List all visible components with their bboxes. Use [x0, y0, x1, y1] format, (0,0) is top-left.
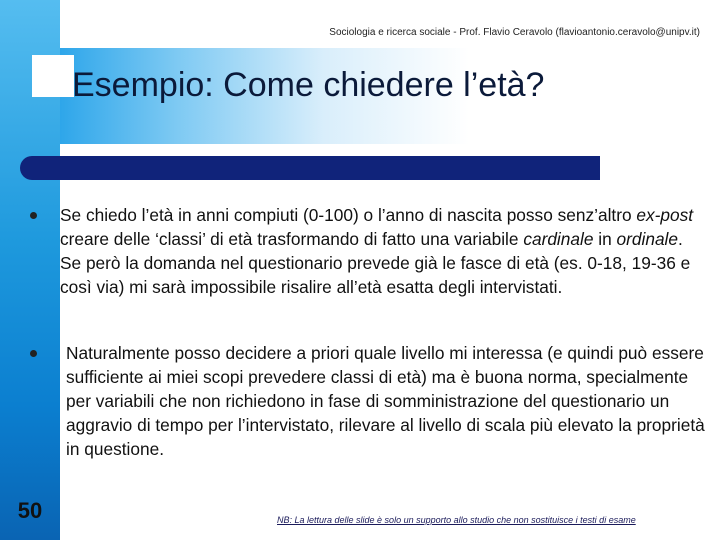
course-header: Sociologia e ricerca sociale - Prof. Flavio Ceravolo (flavioantonio.ceravolo@unipv.it): [329, 27, 700, 38]
bullet-text: Naturalmente posso decidere a priori quale livello mi interessa (e quindi può essere sufficiente ai miei scopi prevedere classi di età) ma è buona norma, specialmente per variabili che non richiedono in fase di somministrazione del questionario un aggravio di tempo per l’intervistato, rilevare al livello di scala più elevato la proprietà in questione.: [66, 343, 705, 459]
slide-title: Esempio: Come chiedere l’età?: [72, 66, 545, 104]
bullet-dot-icon: [30, 350, 37, 357]
title-divider-bar: [20, 156, 600, 180]
title-accent-square: [32, 55, 74, 97]
bullet-dot-icon: [30, 212, 37, 219]
bullet-text: Se chiedo l’età in anni compiuti (0-100) o l’anno di nascita posso senz’altro ex-post creare delle ‘classi’ di età trasformando di fatto una variabile cardinale in ordinale. Se però la domanda nel questionario prevede già le fasce di età (es. 0-18, 19-36 e così via) mi sarà impossibile risalire all’età esatta degli intervistati.: [60, 205, 694, 297]
slide-number: 50: [17, 498, 43, 523]
footer-note: NB: La lettura delle slide è solo un supporto allo studio che non sostituisce i testi di esame: [277, 515, 636, 525]
